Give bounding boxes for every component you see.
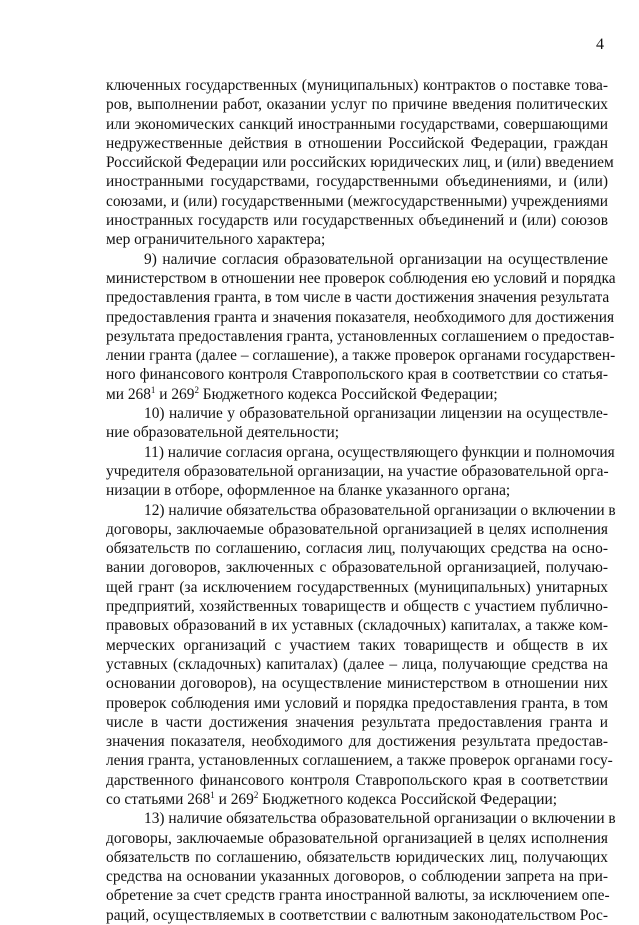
paragraph-first-line: 11) наличие согласия органа, осуществляющего функции и полномочия: [144, 443, 615, 461]
text-line: раций, осуществляемых в соответствии с валютным законодательством Рос-: [106, 906, 608, 924]
text-line: Российской Федерации или российских юридических лиц, и (или) введением: [106, 154, 614, 172]
text-line: низации в отборе, оформленное на бланке указанного органа;: [106, 482, 511, 500]
text-line: союзами, и (или) государственными (межгосударственными) учреждениями: [106, 192, 608, 210]
text-line: уставных (складочных) капиталах) (далее – лица, получающие средства на: [106, 655, 608, 673]
text-line: вании договоров, заключенных с образовательной организацией, получаю-: [106, 559, 608, 577]
text-line: мер ограничительного характера;: [106, 231, 326, 249]
text-line: мерческих организаций с участием таких товариществ и обществ в их: [106, 636, 608, 654]
text-line: значения показателя, необходимого для достижения результата предостав-: [106, 733, 608, 751]
text-line: ние образовательной деятельности;: [106, 424, 340, 442]
text-line: договоры, заключаемые образовательной организацией в целях исполнения: [106, 829, 608, 847]
text-line: лении гранта (далее – соглашение), а также проверок органами государствен-: [106, 347, 616, 365]
text-line: предприятий, хозяйственных товариществ и обществ с участием публично-: [106, 598, 608, 616]
text-line: правовых образований в их уставных (складочных) капиталах, а также ком-: [106, 617, 608, 635]
paragraph-first-line: 10) наличие у образовательной организации лицензии на осуществле-: [144, 405, 608, 423]
text-line: недружественные действия в отношении Российской Федерации, граждан: [106, 134, 608, 152]
text-line: дарственного финансового контроля Ставропольского края в соответствии: [106, 771, 608, 789]
text-line: предоставления гранта, в том числе в части достижения значения результата: [106, 289, 610, 307]
paragraph-first-line: 9) наличие согласия образовательной организации на осуществление: [144, 250, 608, 268]
text-line: обязательств по соглашению, обязательств юридических лиц, получающих: [106, 848, 608, 866]
text-line: основании договоров), на осуществление министерством в отношении них: [106, 675, 608, 693]
document-body: [106, 76, 616, 925]
text-line: ми $268^1$ и $269^2$ Бюджетного кодекса Российской Федерации;: [106, 384, 498, 403]
text-line: результата предоставления гранта, установленных соглашением о предостав-: [106, 327, 615, 345]
paragraph-first-line: 13) наличие обязательства образовательной организации о включении в: [144, 810, 616, 828]
text-line: обретение за счет средств гранта иностранной валюты, за исключением опе-: [106, 887, 610, 905]
text-line: министерством в отношении нее проверок соблюдения ею условий и порядка: [106, 269, 616, 287]
text-line: учредителя образовательной организации, на участие образовательной орга-: [106, 462, 609, 480]
text-line: иностранными государствами, государственными объединениями, и (или): [106, 173, 608, 191]
text-line: проверок соблюдения ими условий и порядка предоставления гранта, в том: [106, 694, 608, 712]
text-line: числе в части достижения значения результата предоставления гранта и: [106, 713, 608, 731]
text-line: или экономических санкций иностранными государствами, совершающими: [106, 115, 608, 133]
text-line: предоставления гранта и значения показателя, необходимого для достижения: [106, 308, 615, 326]
text-line: договоры, заключаемые образовательной организацией в целях исполнения: [106, 520, 608, 538]
text-line: ления гранта, установленных соглашением, а также проверок органами госу-: [106, 752, 613, 770]
text-line: ключенных государственных (муниципальных) контрактов о поставке това-: [106, 77, 608, 94]
text-line: щей грант (за исключением государственных (муниципальных) унитарных: [106, 578, 608, 596]
text-line: иностранных государств или государственных объединений и (или) союзов: [106, 212, 608, 230]
page-number: 4: [596, 36, 604, 53]
text-line: ров, выполнении работ, оказании услуг по причине введения политических: [106, 96, 608, 114]
text-line: обязательств по соглашению, согласия лиц, получающих средства на осно-: [106, 540, 608, 558]
paragraph-first-line: 12) наличие обязательства образовательной организации о включении в: [144, 501, 616, 519]
text-line: средства на основании указанных договоров, о соблюдении запрета на при-: [106, 868, 608, 886]
text-line: со статьями $268^1$ и $269^2$ Бюджетного кодекса Российской Федерации;: [106, 789, 558, 808]
text-line: ного финансового контроля Ставропольского края в соответствии со статья-: [106, 366, 608, 384]
